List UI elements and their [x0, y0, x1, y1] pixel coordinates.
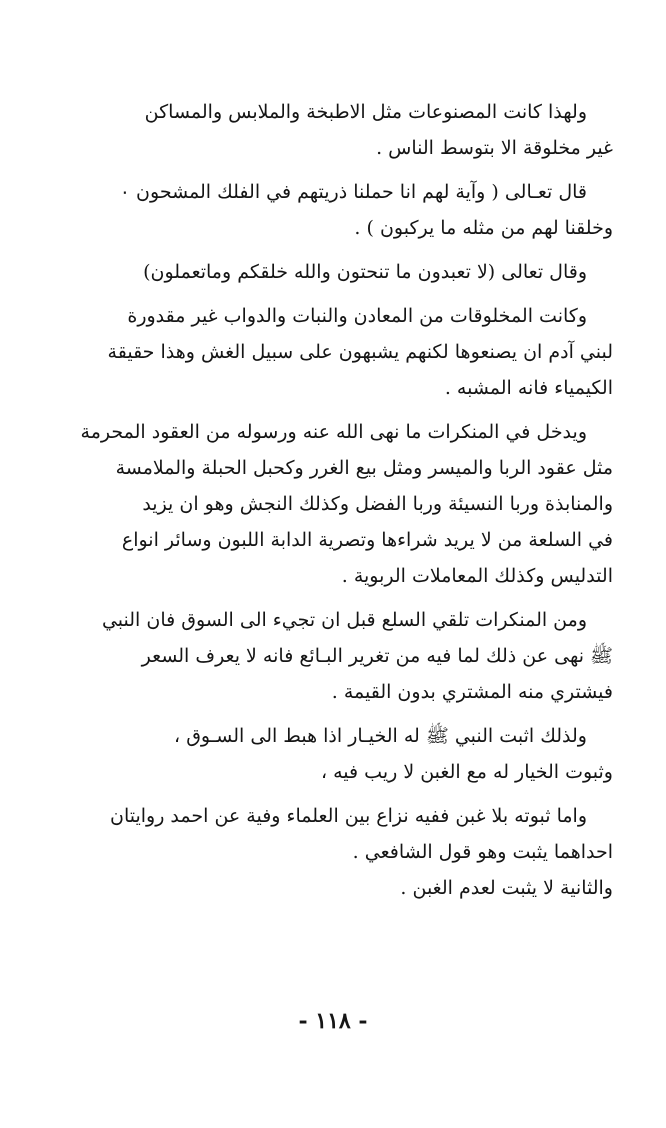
text-line: وقال تعالى (لا تعبدون ما تنحتون والله خلقكم وماتعملون) — [143, 261, 587, 283]
paragraph — [48, 602, 613, 710]
text-line: ويدخل في المنكرات ما نهى الله عنه ورسوله من العقود المحرمة — [80, 421, 587, 443]
text-line: ﷺ نهى عن ذلك لما فيه من تغرير البـائع فانه لا يعرف السعر — [141, 645, 613, 667]
text-line: احداهما يثبت وهو قول الشافعي . — [352, 841, 613, 863]
paragraph — [48, 798, 613, 906]
paragraph — [48, 718, 613, 790]
text-line: في السلعة من لا يريد شراءها وتصرية الدابة اللبون وسائر انواع — [121, 529, 613, 551]
page-body — [48, 94, 613, 914]
text-line: وكانت المخلوقات من المعادن والنبات والدواب غير مقدورة — [127, 305, 587, 327]
paragraph — [48, 414, 613, 594]
text-line: وخلقنا لهم من مثله ما يركبون ) . — [354, 217, 613, 239]
text-line: ومن المنكرات تلقي السلع قبل ان تجيء الى السوق فان النبي — [101, 609, 587, 631]
page-number: - ١١٨ - — [298, 1008, 368, 1034]
paragraph — [48, 94, 613, 166]
paragraph — [48, 298, 613, 406]
text-line: ولذلك اثبت النبي ﷺ له الخيـار اذا هبط الى السـوق ، — [174, 725, 587, 747]
text-line: واما ثبوته بلا غبن ففيه نزاع بين العلماء وفية عن احمد روايتان — [110, 805, 587, 827]
text-line: مثل عقود الربا والميسر ومثل بيع الغرر وكحبل الحبلة والملامسة — [115, 457, 613, 479]
text-line: قال تعـالى ( وآية لهم انا حملنا ذريتهم في الفلك المشحون ٠ — [119, 181, 587, 203]
text-line: وثبوت الخيار له مع الغبن لا ريب فيه ، — [320, 761, 613, 783]
text-line: غير مخلوقة الا بتوسط الناس . — [376, 137, 613, 159]
paragraph — [48, 254, 613, 290]
text-line: الكيمياء فانه المشبه . — [444, 377, 613, 399]
text-line: والثانية لا يثبت لعدم الغبن . — [400, 877, 613, 899]
text-line: لبني آدم ان يصنعوها لكنهم يشبهون على سبيل الغش وهذا حقيقة — [107, 341, 613, 363]
text-line: التدليس وكذلك المعاملات الربوية . — [341, 565, 613, 587]
text-line: فيشتري منه المشتري بدون القيمة . — [331, 681, 613, 703]
paragraph — [48, 174, 613, 246]
text-line: والمنابذة وربا النسيئة وربا الفضل وكذلك النجش وهو ان يزيد — [142, 493, 613, 515]
text-line: ولهذا كانت المصنوعات مثل الاطبخة والملابس والمساكن — [144, 101, 587, 123]
